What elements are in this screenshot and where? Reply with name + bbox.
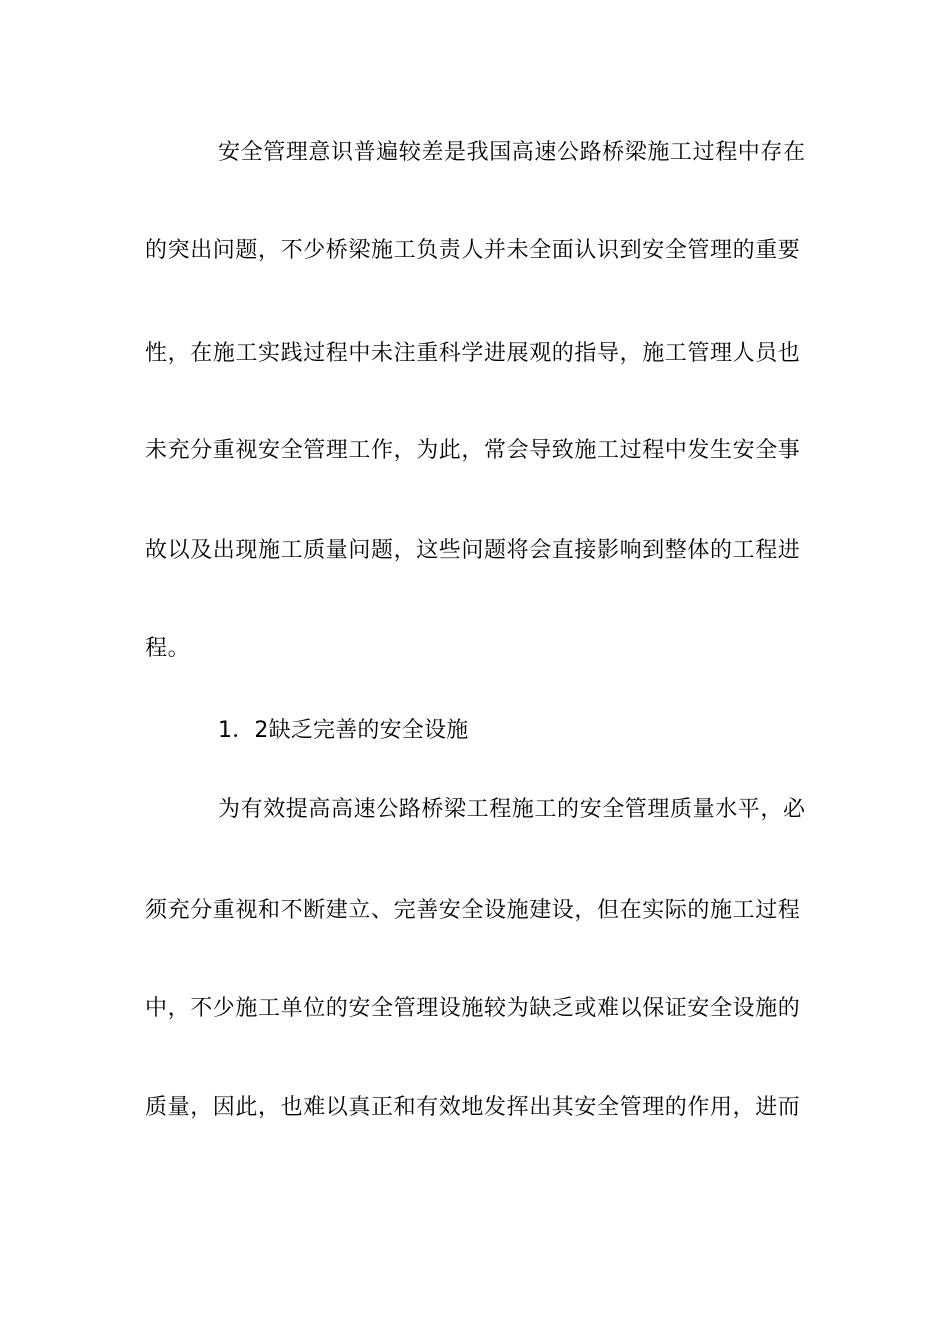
- paragraph2-line-3: 中，不少施工单位的安全管理设施较为缺乏或难以保证安全设施的: [145, 996, 801, 1021]
- paragraph2-line-2: 须充分重视和不断建立、完善安全设施建设，但在实际的施工过程: [145, 898, 801, 923]
- paragraph1-line-2: 的突出问题，不少桥梁施工负责人并未全面认识到安全管理的重要: [145, 238, 801, 263]
- paragraph1-line-5: 故以及出现施工质量问题，这些问题将会直接影响到整体的工程进: [145, 538, 801, 563]
- paragraph1-line-1: 安全管理意识普遍较差是我国高速公路桥梁施工过程中存在: [218, 140, 806, 165]
- paragraph2-line-4: 质量，因此，也难以真正和有效地发挥出其安全管理的作用，进而: [145, 1095, 801, 1120]
- paragraph1-line-6: 程。: [145, 636, 191, 661]
- paragraph2-line-1: 为有效提高高速公路桥梁工程施工的安全管理质量水平，必: [218, 797, 806, 822]
- section-heading: 1．2缺乏完善的安全设施: [218, 718, 469, 743]
- paragraph1-line-3: 性，在施工实践过程中未注重科学进展观的指导，施工管理人员也: [145, 341, 801, 366]
- paragraph1-line-4: 未充分重视安全管理工作，为此，常会导致施工过程中发生安全事: [145, 438, 801, 463]
